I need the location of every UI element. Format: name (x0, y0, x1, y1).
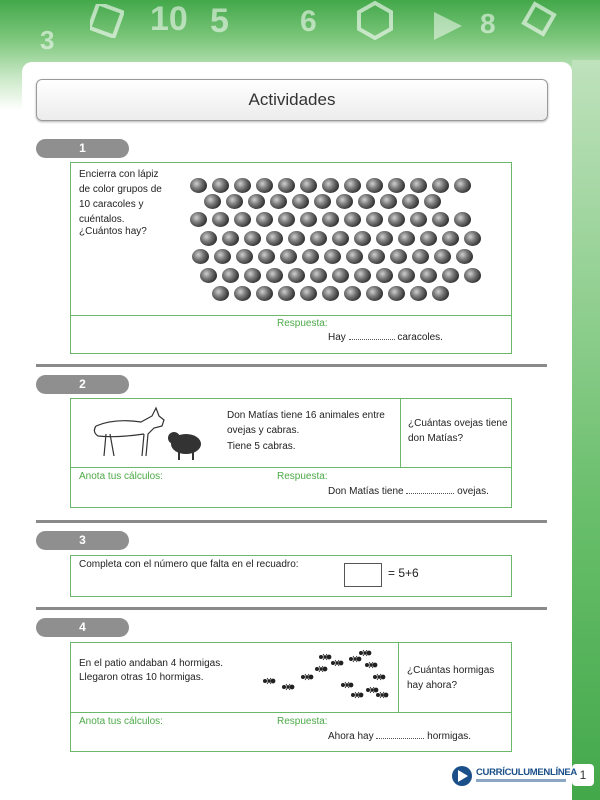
snail-icon (412, 249, 429, 264)
activity-2-answer-after: ovejas. (457, 486, 489, 497)
snail-icon (280, 249, 297, 264)
ant-icon (314, 664, 328, 674)
snail-icon (454, 212, 471, 227)
snail-icon (366, 286, 383, 301)
snail-icon (256, 212, 273, 227)
snail-icon (288, 268, 305, 283)
activity-1-answer-after: caracoles. (397, 332, 443, 343)
section-rule (36, 607, 547, 610)
snail-icon (344, 286, 361, 301)
activity-2-column-divider (400, 398, 401, 468)
banner-number-decoration: 8 (480, 8, 496, 39)
activity-4-answer-before: Ahora hay (328, 731, 374, 742)
logo-text: CURRÍCULUMENLÍNEA (476, 767, 577, 778)
activity-2-question: ¿Cuántas ovejas tiene don Matías? (408, 418, 508, 444)
activity-2-statement-1: Don Matías tiene 16 animales entre ovejas y cabras. (227, 410, 385, 436)
activity-4-answer-label: Respuesta: (277, 716, 328, 727)
banner-number-decoration: 6 (300, 5, 317, 38)
snail-icon (200, 231, 217, 246)
snail-icon (380, 194, 397, 209)
activity-1-question: ¿Cuántos hay? (79, 226, 147, 237)
snail-icon (214, 249, 231, 264)
snail-icon (464, 231, 481, 246)
snail-icon (410, 286, 427, 301)
activity-4-answer-blank[interactable] (376, 729, 424, 739)
snail-icon (366, 178, 383, 193)
snail-icon (332, 231, 349, 246)
snail-icon (354, 268, 371, 283)
banner-number-decoration: 5 (210, 2, 229, 40)
ant-icon (330, 658, 344, 668)
snail-icon (278, 178, 295, 193)
activity-3-instruction: Completa con el número que falta en el recuadro: (79, 559, 299, 570)
snail-icon (266, 231, 283, 246)
snail-icon (398, 231, 415, 246)
activity-3-number: 3 (36, 531, 129, 550)
snail-icon (236, 249, 253, 264)
snail-icon (226, 194, 243, 209)
snail-icon (344, 212, 361, 227)
goat-and-sheep-illustration (86, 404, 206, 462)
snail-icon (300, 178, 317, 193)
snail-icon (434, 249, 451, 264)
snail-icon (358, 194, 375, 209)
snail-icon (212, 178, 229, 193)
activity-4-answer-after: hormigas. (427, 731, 472, 742)
snail-icon (322, 212, 339, 227)
snail-icon (212, 212, 229, 227)
snail-icon (322, 178, 339, 193)
snail-icon (464, 268, 481, 283)
snail-icon (234, 212, 251, 227)
square-shape-decoration (90, 4, 124, 38)
snail-icon (390, 249, 407, 264)
snail-icon (388, 212, 405, 227)
activity-2-answer-blank[interactable] (406, 484, 454, 494)
ant-icon (358, 648, 372, 658)
activity-3-equation: = 5+6 (388, 566, 419, 580)
snail-icon (314, 194, 331, 209)
snail-icon (442, 231, 459, 246)
snail-icon (278, 286, 295, 301)
snail-icon (234, 178, 251, 193)
snail-icon (190, 212, 207, 227)
curriculum-en-linea-logo (451, 764, 577, 788)
snail-icon (376, 268, 393, 283)
snail-icon (432, 178, 449, 193)
snail-icon (432, 286, 449, 301)
activity-4-statement-2: Llegaron otras 10 hormigas. (79, 672, 204, 683)
activity-2-answer-label: Respuesta: (277, 471, 328, 482)
ant-icon (300, 672, 314, 682)
snail-icon (258, 249, 275, 264)
activity-1-instruction: Encierra con lápiz de color grupos de 10 caracoles y cuéntalos. (79, 169, 162, 225)
snail-icon (354, 231, 371, 246)
page-title: Actividades (36, 79, 548, 121)
snail-icon (336, 194, 353, 209)
snail-icon (376, 231, 393, 246)
ant-icon (364, 660, 378, 670)
snail-icon (212, 286, 229, 301)
snail-icon (222, 268, 239, 283)
activity-1-answer-line (328, 330, 443, 345)
ant-icon (262, 676, 276, 686)
activity-4-answer-line (328, 729, 471, 744)
snail-icon (442, 268, 459, 283)
activity-3-answer-box[interactable] (344, 563, 382, 587)
snail-icon (322, 286, 339, 301)
snail-icon (248, 194, 265, 209)
section-rule (36, 364, 547, 367)
snail-icon (300, 212, 317, 227)
hexagon-shape-decoration (355, 0, 395, 40)
activity-2-number: 2 (36, 375, 129, 394)
snail-icon (200, 268, 217, 283)
activity-1-answer-before: Hay (328, 332, 346, 343)
activity-1-answer-label: Respuesta: (277, 318, 328, 329)
snail-icon (456, 249, 473, 264)
snail-icon (222, 231, 239, 246)
snail-icon (234, 286, 251, 301)
activity-2-answer-line (328, 484, 489, 499)
snail-icon (300, 286, 317, 301)
snail-icon (424, 194, 441, 209)
snail-icon (410, 178, 427, 193)
ant-icon (281, 682, 295, 692)
ant-icon (340, 680, 354, 690)
activity-4-question: ¿Cuántas hormigas hay ahora? (407, 665, 495, 691)
snail-icon (256, 178, 273, 193)
snail-icon (192, 249, 209, 264)
snail-icon (288, 231, 305, 246)
snail-icon (266, 268, 283, 283)
activity-4-divider (70, 712, 512, 713)
right-side-bar (572, 60, 600, 800)
snail-icon (402, 194, 419, 209)
ant-icon (372, 672, 386, 682)
activity-4-number: 4 (36, 618, 129, 637)
activity-2-answer-before: Don Matías tiene (328, 486, 404, 497)
activity-1-number: 1 (36, 139, 129, 158)
snail-icon (244, 231, 261, 246)
snail-icon (302, 249, 319, 264)
snail-icon (388, 286, 405, 301)
snail-icon (344, 178, 361, 193)
logo-tagline-bar (476, 779, 566, 782)
logo-icon (451, 765, 473, 787)
snail-icon (278, 212, 295, 227)
activity-2-statement-2: Tiene 5 cabras. (227, 441, 296, 452)
snail-icon (256, 286, 273, 301)
activity-2-calc-label: Anota tus cálculos: (79, 471, 163, 482)
ant-icon (318, 652, 332, 662)
snail-icon (432, 212, 449, 227)
snail-icon (270, 194, 287, 209)
snail-icon (310, 231, 327, 246)
snail-icon (366, 212, 383, 227)
snail-icon (420, 268, 437, 283)
ant-icon (375, 690, 389, 700)
snail-icon (454, 178, 471, 193)
snail-icon (204, 194, 221, 209)
activity-4-calc-label: Anota tus cálculos: (79, 716, 163, 727)
page-number: 1 (572, 764, 594, 786)
snail-icon (398, 268, 415, 283)
snail-icon (324, 249, 341, 264)
snail-icon (420, 231, 437, 246)
activity-2-divider (70, 467, 512, 468)
snail-icon (388, 178, 405, 193)
banner-number-decoration: 3 (40, 25, 55, 55)
snail-icon (310, 268, 327, 283)
snail-icon (346, 249, 363, 264)
snail-icon (292, 194, 309, 209)
snail-icon (332, 268, 349, 283)
activity-4-column-divider (398, 642, 399, 713)
section-rule (36, 520, 547, 523)
banner-number-decoration: 10 (150, 0, 188, 38)
snail-icon (368, 249, 385, 264)
snail-icon (410, 212, 427, 227)
diamond-shape-decoration (520, 0, 560, 40)
snail-icon (244, 268, 261, 283)
activity-1-answer-blank[interactable] (349, 330, 395, 340)
triangle-shape-decoration (430, 8, 466, 44)
activity-4-statement-1: En el patio andaban 4 hormigas. (79, 658, 223, 669)
snail-icon (190, 178, 207, 193)
ant-icon (350, 690, 364, 700)
